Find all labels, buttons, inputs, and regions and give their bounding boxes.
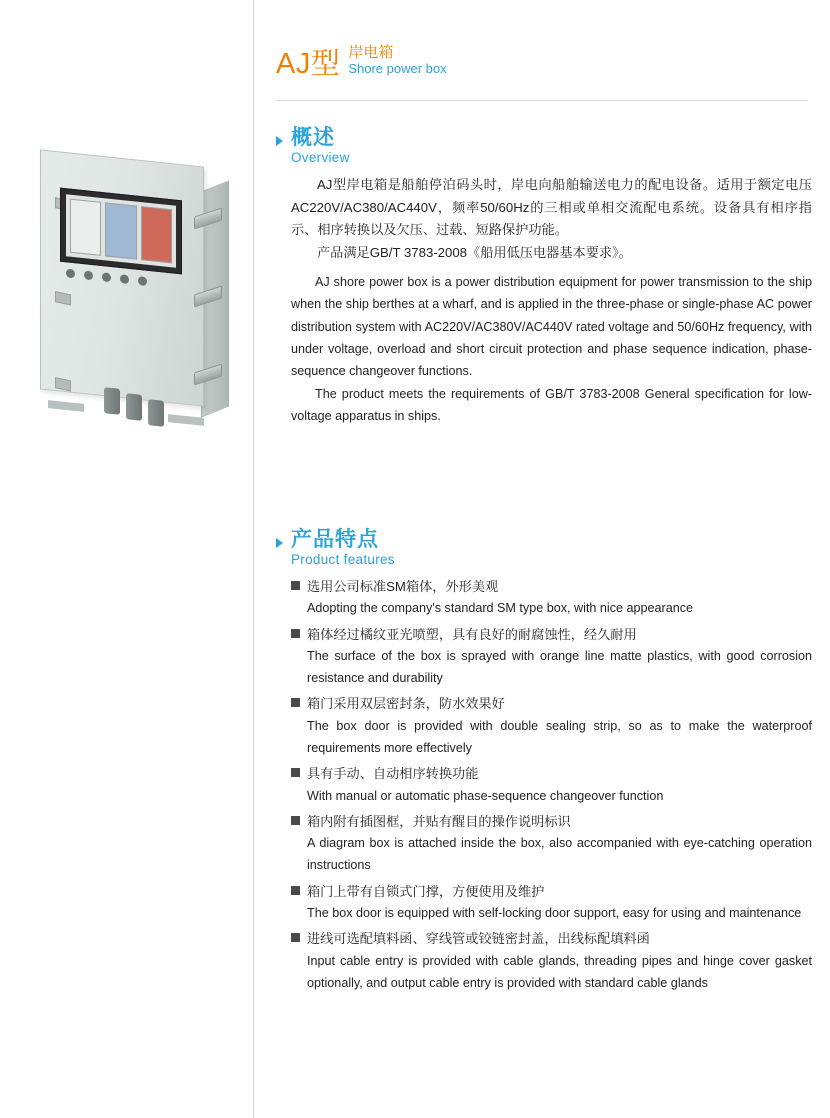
section-heading-en: Product features [291, 552, 395, 568]
cable-gland-icon [148, 399, 164, 427]
cable-gland-icon [104, 387, 120, 415]
feature-text-cn: 箱门上带有自锁式门撑，方便使用及维护 [307, 883, 545, 899]
list-item [291, 881, 812, 925]
list-item [291, 928, 812, 994]
feature-text-cn: 箱体经过橘纹亚光喷塑，具有良好的耐腐蚀性，经久耐用 [307, 626, 637, 642]
list-item [291, 811, 812, 877]
square-bullet-icon [291, 816, 300, 825]
product-name-en: Shore power box [348, 61, 447, 77]
feature-text-cn: 箱门采用双层密封条，防水效果好 [307, 696, 505, 712]
instrument-window [60, 188, 182, 275]
square-bullet-icon [291, 581, 300, 590]
paragraph: AJ shore power box is a power distribution equipment for power transmission to the ship when the ship berthes at a wharf, and is applied in the three-phase or single-phase AC power distribution system with AC220V/AC380V/AC440V rated voltage and 50/60Hz frequency, with under voltage, overload and short circuit protection and phase sequence indication, phase-sequence changeover functions. [291, 274, 812, 379]
feature-text-cn: 具有手动、自动相序转换功能 [307, 766, 479, 782]
section-features-heading [276, 528, 812, 570]
mounting-foot [168, 414, 204, 426]
paragraph: The product meets the requirements of GB/T 3783-2008 General specification for low-voltage apparatus in ships. [291, 386, 812, 424]
hinge-icon [55, 291, 71, 305]
instrument-panel [66, 194, 176, 268]
feature-text-en: The surface of the box is sprayed with orange line matte plastics, with good corrosion resistance and durability [307, 648, 812, 686]
paragraph: 产品满足GB/T 3783-2008《船用低压电器基本要求》。 [317, 245, 632, 261]
title-rule [276, 100, 808, 101]
knob-icon [138, 276, 147, 286]
feature-text-cn: 进线可选配填料函、穿线管或铰链密封盖，出线标配填料函 [307, 931, 650, 947]
overview-english-text [291, 271, 812, 428]
feature-text-en: A diagram box is attached inside the box, also accompanied with eye-catching operation instructions [307, 836, 812, 873]
cable-gland-icon [126, 393, 142, 421]
list-item [291, 624, 812, 690]
feature-text-en: The box door is provided with double sealing strip, so as to make the waterproof requirements more effectively [307, 718, 812, 755]
feature-text-en: Adopting the company's standard SM type box, with nice appearance [307, 601, 694, 616]
paragraph: AJ型岸电箱是船舶停泊码头时，岸电向船舶输送电力的配电设备。适用于额定电压AC220V/AC380/AC440V，频率50/60Hz的三相或单相交流配电系统。设备具有相序指示、相序转换以及欠压、过载、短路保护功能。 [291, 176, 812, 238]
square-bullet-icon [291, 698, 300, 707]
mounting-foot [48, 400, 84, 412]
meter-icon [70, 199, 101, 256]
knob-icon [66, 269, 75, 279]
meter-icon [105, 202, 136, 259]
overview-chinese-text [291, 174, 812, 265]
list-item [291, 576, 812, 620]
feature-text-en: Input cable entry is provided with cable glands, threading pipes and hinge cover gasket optionally, and output cable entry is provided with standard cable glands [307, 953, 812, 990]
meter-icon [141, 206, 172, 263]
square-bullet-icon [291, 629, 300, 638]
square-bullet-icon [291, 933, 300, 942]
feature-text-en: With manual or automatic phase-sequence changeover function [307, 788, 664, 803]
knob-icon [102, 272, 111, 282]
section-overview-heading [276, 126, 812, 168]
section-heading-cn: 产品特点 [291, 528, 379, 551]
section-heading-cn: 概述 [291, 126, 335, 149]
product-model: AJ型 [276, 47, 341, 80]
section-heading-en: Overview [291, 150, 350, 166]
section-product-features [276, 528, 812, 998]
section-overview [276, 126, 812, 428]
triangle-bullet-icon [276, 136, 283, 146]
square-bullet-icon [291, 886, 300, 895]
hinge-icon [55, 377, 71, 391]
feature-text-cn: 箱内附有插图框，并贴有醒目的操作说明标识 [307, 813, 571, 829]
knob-icon [84, 270, 93, 280]
product-photo [18, 150, 234, 430]
list-item [291, 693, 812, 759]
content-column [254, 0, 830, 1118]
feature-list [291, 576, 812, 994]
triangle-bullet-icon [276, 538, 283, 548]
knob-icon [120, 274, 129, 284]
square-bullet-icon [291, 768, 300, 777]
product-image-column [0, 0, 254, 1118]
shore-power-box-illustration [18, 150, 234, 430]
page-title [276, 44, 806, 79]
list-item [291, 763, 812, 807]
feature-text-en: The box door is equipped with self-locking door support, easy for using and maintenance [307, 905, 802, 920]
feature-text-cn: 选用公司标准SM箱体，外形美观 [307, 578, 499, 594]
product-name-cn: 岸电箱 [348, 44, 394, 61]
